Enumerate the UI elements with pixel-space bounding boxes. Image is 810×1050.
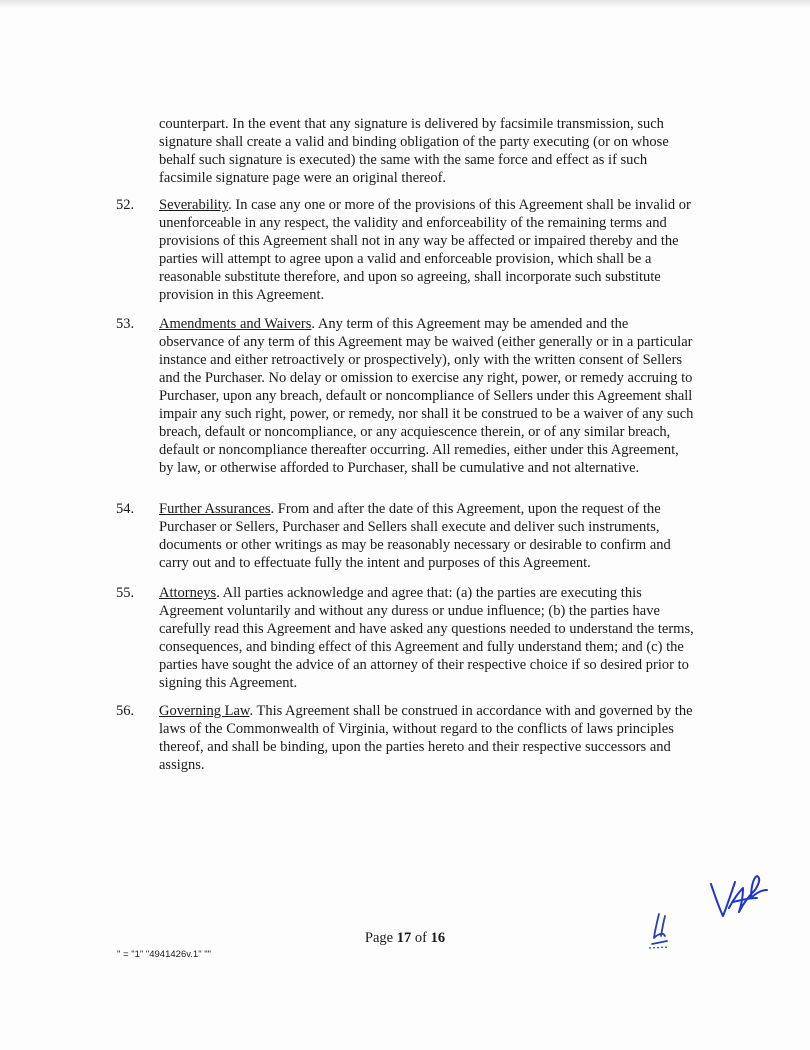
section-body	[159, 702, 696, 774]
section-body	[159, 584, 696, 692]
section-heading: Attorneys	[159, 585, 217, 601]
section-heading: Governing Law	[159, 703, 250, 719]
section-55	[116, 584, 696, 692]
continued-paragraph: counterpart. In the event that any signature is delivered by facsimile transmission, such signature shall create a valid and binding obligation of the party executing (or on whose behalf such signature is executed) the same with the same force and effect as if such facsimile signature page were an original thereof.	[159, 116, 669, 186]
section-number: 52.	[116, 197, 135, 213]
section-text: . In case any one or more of the provisions of this Agreement shall be invalid or unenforceable in any respect, the validity and enforceability of the remaining terms and provisions of this Agreement shall not in any way be affected or impaired thereby and the parties will attempt to agree upon a valid and enforceable provision, which shall be a reasonable substitute therefore, and upon so agreeing, shall incorporate such substitute provision in this Agreement.	[159, 197, 691, 303]
section-56	[116, 702, 696, 774]
section-text: . From and after the date of this Agreement, upon the request of the Purchaser or Sellers, Purchaser and Sellers shall execute and deliver such instruments, documents or other writings as may be reasonably necessary or desirable to confirm and carry out and to effectuate fully the intent and purposes of this Agreement.	[159, 501, 671, 571]
section-heading: Amendments and Waivers	[159, 316, 312, 332]
section-body	[159, 196, 696, 304]
page-total: 16	[430, 930, 446, 946]
initials-left	[645, 910, 675, 952]
section-number: 55.	[116, 585, 135, 601]
section-number: 53.	[116, 316, 135, 332]
section-heading: Severability	[159, 197, 229, 213]
initials-right	[705, 868, 775, 928]
section-number: 56.	[116, 703, 135, 719]
section-number: 54.	[116, 501, 135, 517]
document-id: " = "1" "4941426v.1" ""	[117, 949, 211, 960]
section-text: . This Agreement shall be construed in accordance with and governed by the laws of the Commonwealth of Virginia, without regard to the conflicts of laws principles thereof, and shall be binding, upon the parties hereto and their respective successors and assigns.	[159, 703, 693, 773]
section-body	[159, 315, 696, 477]
section-heading: Further Assurances	[159, 501, 271, 517]
page-prefix: Page	[364, 930, 397, 946]
section-53	[116, 315, 696, 477]
page-current: 17	[396, 930, 412, 946]
section-text: . All parties acknowledge and agree that: (a) the parties are executing this Agreement voluntarily and without any duress or undue influence; (b) the parties have carefully read this Agreement and have asked any questions needed to understand the terms, consequences, and binding effect of this Agreement and fully understand them; and (c) the parties have sought the advice of an attorney of their respective choice if so desired prior to signing this Agreement.	[159, 585, 694, 691]
section-body	[159, 500, 696, 572]
section-52	[116, 196, 696, 304]
section-text: . Any term of this Agreement may be amended and the observance of any term of this Agreement may be waived (either generally or in a particular instance and either retroactively or prospectively), only with the written consent of Sellers and the Purchaser. No delay or omission to exercise any right, power, or remedy accruing to Purchaser, upon any breach, default or noncompliance of Sellers under this Agreement shall impair any such right, power, or remedy, nor shall it be construed to be a waiver of any such breach, default or noncompliance, or any acquiescence therein, or of any similar breach, default or noncompliance thereafter occurring. All remedies, either under this Agreement, by law, or otherwise afforded to Purchaser, shall be cumulative and not alternative.	[159, 316, 694, 476]
scan-edge	[0, 0, 810, 8]
page-of: of	[411, 930, 431, 946]
section-54	[116, 500, 696, 572]
page-number	[0, 930, 810, 947]
